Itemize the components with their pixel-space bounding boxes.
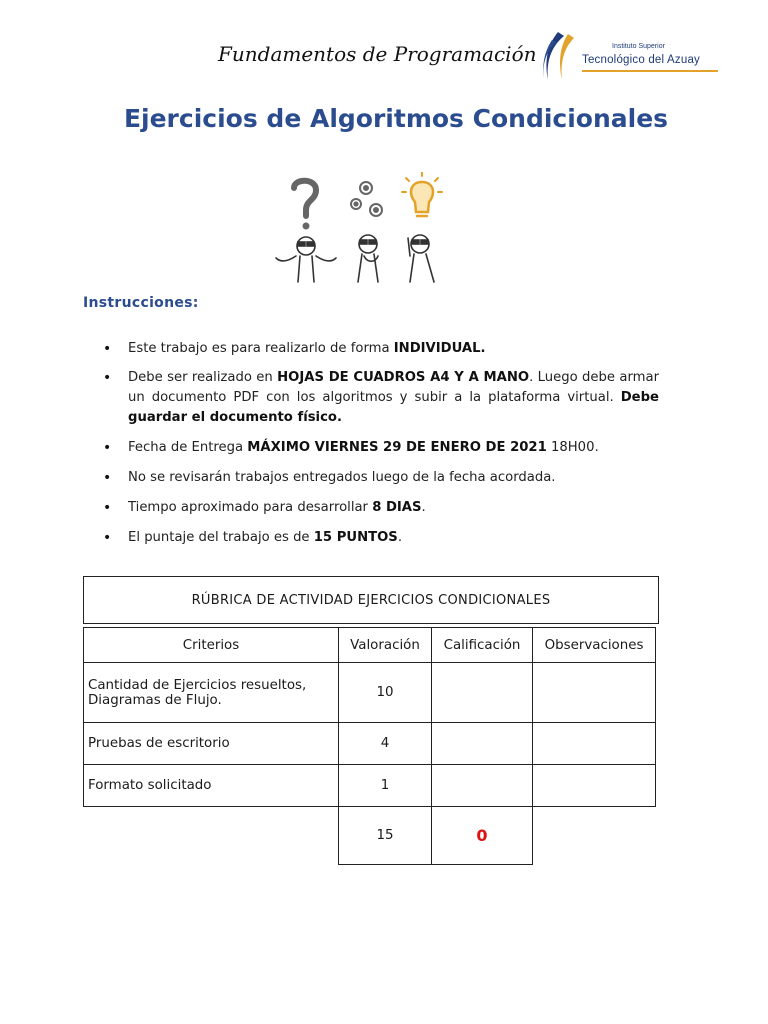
notes-cell <box>533 765 656 807</box>
total-row <box>84 807 656 865</box>
value-cell: 1 <box>339 765 432 807</box>
value-cell: 4 <box>339 723 432 765</box>
criterion-cell: Cantidad de Ejercicios resueltos, Diagramas de Flujo. <box>84 663 339 723</box>
header-calificacion: Calificación <box>432 628 533 663</box>
list-item: • Fecha de Entrega MÁXIMO VIERNES 29 DE ENERO DE 2021 18H00. <box>103 438 659 458</box>
logo-swoosh-icon <box>538 30 578 82</box>
figure-left <box>276 237 336 282</box>
grade-cell <box>432 663 533 723</box>
table-row <box>84 723 656 765</box>
notes-cell <box>533 723 656 765</box>
table-row <box>84 663 656 723</box>
logo-underline <box>582 70 718 72</box>
instructions-list <box>103 339 659 548</box>
grade-cell <box>432 765 533 807</box>
value-cell: 10 <box>339 663 432 723</box>
instructions-heading: Instrucciones: <box>83 295 199 311</box>
figure-right <box>408 235 434 282</box>
logo-name-text: Tecnológico del Azuay <box>582 54 700 66</box>
figure-middle <box>358 235 378 282</box>
list-item: • No se revisarán trabajos entregados luego de la fecha acordada. <box>103 468 659 488</box>
table-row <box>84 765 656 807</box>
rubric-title: RÚBRICA DE ACTIVIDAD EJERCICIOS CONDICIONALES <box>83 576 659 624</box>
lightbulb-icon <box>402 172 442 216</box>
grade-cell <box>432 723 533 765</box>
header-valoracion: Valoración <box>339 628 432 663</box>
table-header-row <box>84 628 656 663</box>
question-mark-icon <box>294 181 316 230</box>
rubric-table <box>83 627 656 865</box>
logo-small-text: Instituto Superior <box>612 43 665 50</box>
page-title: Ejercicios de Algoritmos Condicionales <box>123 104 669 133</box>
criterion-cell: Pruebas de escritorio <box>84 723 339 765</box>
total-grade: 0 <box>432 807 533 865</box>
criterion-cell: Formato solicitado <box>84 765 339 807</box>
header-observaciones: Observaciones <box>533 628 656 663</box>
gears-icon <box>351 182 382 216</box>
notes-cell <box>533 663 656 723</box>
list-item: • Debe ser realizado en HOJAS DE CUADROS A4 Y A MANO. Luego debe armar un documento PDF con los algoritmos y subir a la plataforma virtual. Debe guardar el documento físico. <box>103 368 659 428</box>
institute-logo <box>538 30 728 82</box>
header-criteria: Criterios <box>84 628 339 663</box>
list-item: • Este trabajo es para realizarlo de forma INDIVIDUAL. <box>103 339 659 359</box>
list-item: • Tiempo aproximado para desarrollar 8 DIAS. <box>103 498 659 518</box>
thinking-figures-illustration <box>268 172 458 284</box>
list-item: • El puntaje del trabajo es de 15 PUNTOS. <box>103 528 659 548</box>
total-value: 15 <box>339 807 432 865</box>
course-title: Fundamentos de Programación <box>218 42 537 66</box>
